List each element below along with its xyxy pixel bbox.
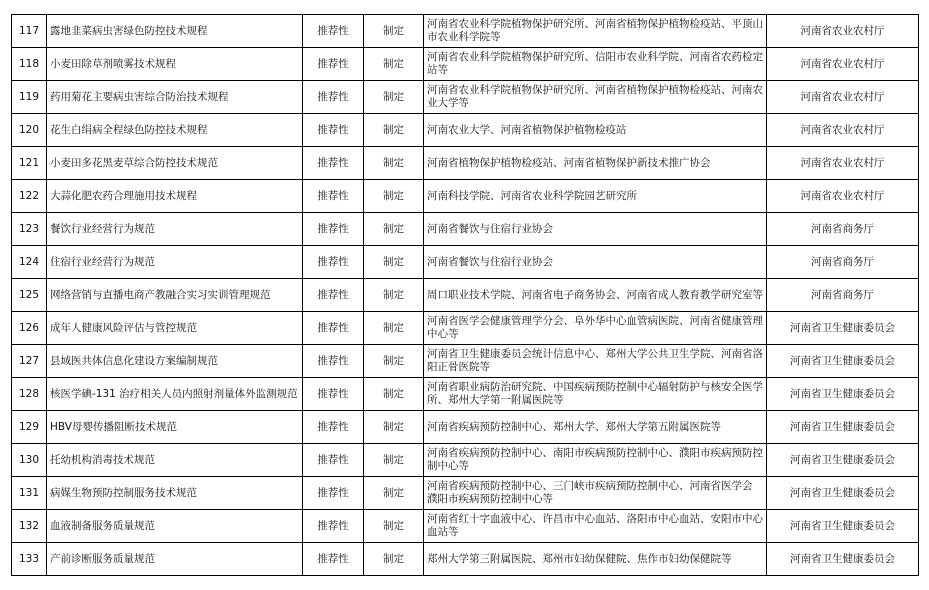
drafting-units: 河南省疾病预防控制中心、三门峡市疾病预防控制中心、河南省医学会 濮阳市疾病预防控制中心等: [424, 477, 767, 510]
drafting-units: 河南省疾病预防控制中心、南阳市疾病预防控制中心、濮阳市疾病预防控制中心等: [424, 444, 767, 477]
table-row: [12, 477, 919, 510]
standard-name: 核医学碘-131 治疗相关人员内照射剂量体外监测规范: [47, 378, 303, 411]
row-number: 118: [12, 48, 47, 81]
table-row: [12, 543, 919, 576]
drafting-units: 河南省植物保护植物检疫站、河南省植物保护新技术推广协会: [424, 147, 767, 180]
project-kind: 制定: [364, 246, 424, 279]
project-kind: 制定: [364, 279, 424, 312]
project-kind: 制定: [364, 510, 424, 543]
standard-name: 花生白绢病全程绿色防控技术规程: [47, 114, 303, 147]
table-row: [12, 147, 919, 180]
competent-department: 河南省卫生健康委员会: [767, 345, 919, 378]
standard-name: 血液制备服务质量规范: [47, 510, 303, 543]
standard-name: 产前诊断服务质量规范: [47, 543, 303, 576]
standard-name: 县域医共体信息化建设方案编制规范: [47, 345, 303, 378]
standard-type: 推荐性: [303, 312, 364, 345]
standard-name: 小麦田除草剂喷雾技术规程: [47, 48, 303, 81]
standard-type: 推荐性: [303, 147, 364, 180]
competent-department: 河南省卫生健康委员会: [767, 411, 919, 444]
table-row: [12, 246, 919, 279]
standard-name: HBV母婴传播阻断技术规范: [47, 411, 303, 444]
competent-department: 河南省商务厅: [767, 246, 919, 279]
competent-department: 河南省卫生健康委员会: [767, 510, 919, 543]
table-row: [12, 312, 919, 345]
standard-type: 推荐性: [303, 114, 364, 147]
project-kind: 制定: [364, 411, 424, 444]
competent-department: 河南省卫生健康委员会: [767, 543, 919, 576]
row-number: 119: [12, 81, 47, 114]
row-number: 131: [12, 477, 47, 510]
standard-name: 药用菊花主要病虫害综合防治技术规程: [47, 81, 303, 114]
drafting-units: 河南省农业科学院植物保护研究所、信阳市农业科学院、河南省农药检定站等: [424, 48, 767, 81]
standard-name: 露地韭菜病虫害绿色防控技术规程: [47, 15, 303, 48]
row-number: 129: [12, 411, 47, 444]
competent-department: 河南省农业农村厅: [767, 15, 919, 48]
standard-type: 推荐性: [303, 81, 364, 114]
standard-name: 小麦田多花黑麦草综合防控技术规范: [47, 147, 303, 180]
standard-type: 推荐性: [303, 246, 364, 279]
row-number: 117: [12, 15, 47, 48]
row-number: 121: [12, 147, 47, 180]
project-kind: 制定: [364, 213, 424, 246]
table-row: [12, 180, 919, 213]
competent-department: 河南省农业农村厅: [767, 180, 919, 213]
project-kind: 制定: [364, 114, 424, 147]
project-kind: 制定: [364, 147, 424, 180]
table-row: [12, 279, 919, 312]
drafting-units: 河南农业大学、河南省植物保护植物检疫站: [424, 114, 767, 147]
row-number: 125: [12, 279, 47, 312]
standard-name: 餐饮行业经营行为规范: [47, 213, 303, 246]
drafting-units: 郑州大学第三附属医院、郑州市妇幼保健院、焦作市妇幼保健院等: [424, 543, 767, 576]
competent-department: 河南省农业农村厅: [767, 147, 919, 180]
standard-type: 推荐性: [303, 48, 364, 81]
drafting-units: 河南省农业科学院植物保护研究所、河南省植物保护植物检疫站、平顶山市农业科学院等: [424, 15, 767, 48]
standard-name: 住宿行业经营行为规范: [47, 246, 303, 279]
table-row: [12, 114, 919, 147]
standard-type: 推荐性: [303, 477, 364, 510]
standard-name: 病媒生物预防控制服务技术规范: [47, 477, 303, 510]
standard-name: 托幼机构消毒技术规范: [47, 444, 303, 477]
row-number: 130: [12, 444, 47, 477]
drafting-units: 河南科技学院、河南省农业科学院园艺研究所: [424, 180, 767, 213]
competent-department: 河南省农业农村厅: [767, 48, 919, 81]
project-kind: 制定: [364, 543, 424, 576]
standard-name: 成年人健康风险评估与管控规范: [47, 312, 303, 345]
table-row: [12, 345, 919, 378]
standard-type: 推荐性: [303, 411, 364, 444]
competent-department: 河南省农业农村厅: [767, 114, 919, 147]
table-row: [12, 378, 919, 411]
table-row: [12, 411, 919, 444]
standard-type: 推荐性: [303, 213, 364, 246]
row-number: 122: [12, 180, 47, 213]
drafting-units: 河南省红十字血液中心、许昌市中心血站、洛阳市中心血站、安阳市中心血站等: [424, 510, 767, 543]
standards-table-body: [12, 15, 919, 576]
row-number: 120: [12, 114, 47, 147]
table-row: [12, 15, 919, 48]
row-number: 124: [12, 246, 47, 279]
standard-type: 推荐性: [303, 378, 364, 411]
competent-department: 河南省卫生健康委员会: [767, 312, 919, 345]
standard-type: 推荐性: [303, 543, 364, 576]
row-number: 128: [12, 378, 47, 411]
project-kind: 制定: [364, 378, 424, 411]
project-kind: 制定: [364, 477, 424, 510]
competent-department: 河南省卫生健康委员会: [767, 444, 919, 477]
competent-department: 河南省商务厅: [767, 213, 919, 246]
table-row: [12, 510, 919, 543]
drafting-units: 河南省职业病防治研究院、中国疾病预防控制中心辐射防护与核安全医学所、郑州大学第一附属医院等: [424, 378, 767, 411]
drafting-units: 河南省疾病预防控制中心、郑州大学、郑州大学第五附属医院等: [424, 411, 767, 444]
row-number: 126: [12, 312, 47, 345]
standard-name: 大蒜化肥农药合理施用技术规程: [47, 180, 303, 213]
row-number: 123: [12, 213, 47, 246]
table-row: [12, 81, 919, 114]
project-kind: 制定: [364, 15, 424, 48]
drafting-units: 河南省餐饮与住宿行业协会: [424, 213, 767, 246]
project-kind: 制定: [364, 48, 424, 81]
table-row: [12, 213, 919, 246]
row-number: 133: [12, 543, 47, 576]
competent-department: 河南省农业农村厅: [767, 81, 919, 114]
drafting-units: 河南省医学会健康管理学分会、阜外华中心血管病医院、河南省健康管理中心等: [424, 312, 767, 345]
standard-type: 推荐性: [303, 279, 364, 312]
standards-table: [11, 14, 919, 576]
project-kind: 制定: [364, 444, 424, 477]
row-number: 127: [12, 345, 47, 378]
drafting-units: 河南省餐饮与住宿行业协会: [424, 246, 767, 279]
project-kind: 制定: [364, 81, 424, 114]
project-kind: 制定: [364, 312, 424, 345]
drafting-units: 周口职业技术学院、河南省电子商务协会、河南省成人教育教学研究室等: [424, 279, 767, 312]
standard-name: 网络营销与直播电商产教融合实习实训管理规范: [47, 279, 303, 312]
standard-type: 推荐性: [303, 345, 364, 378]
competent-department: 河南省卫生健康委员会: [767, 477, 919, 510]
standard-type: 推荐性: [303, 510, 364, 543]
competent-department: 河南省商务厅: [767, 279, 919, 312]
standard-type: 推荐性: [303, 180, 364, 213]
standard-type: 推荐性: [303, 444, 364, 477]
competent-department: 河南省卫生健康委员会: [767, 378, 919, 411]
table-row: [12, 48, 919, 81]
drafting-units: 河南省农业科学院植物保护研究所、河南省植物保护植物检疫站、河南农业大学等: [424, 81, 767, 114]
project-kind: 制定: [364, 345, 424, 378]
drafting-units: 河南省卫生健康委员会统计信息中心、郑州大学公共卫生学院、河南省洛阳正骨医院等: [424, 345, 767, 378]
standard-type: 推荐性: [303, 15, 364, 48]
row-number: 132: [12, 510, 47, 543]
table-row: [12, 444, 919, 477]
project-kind: 制定: [364, 180, 424, 213]
